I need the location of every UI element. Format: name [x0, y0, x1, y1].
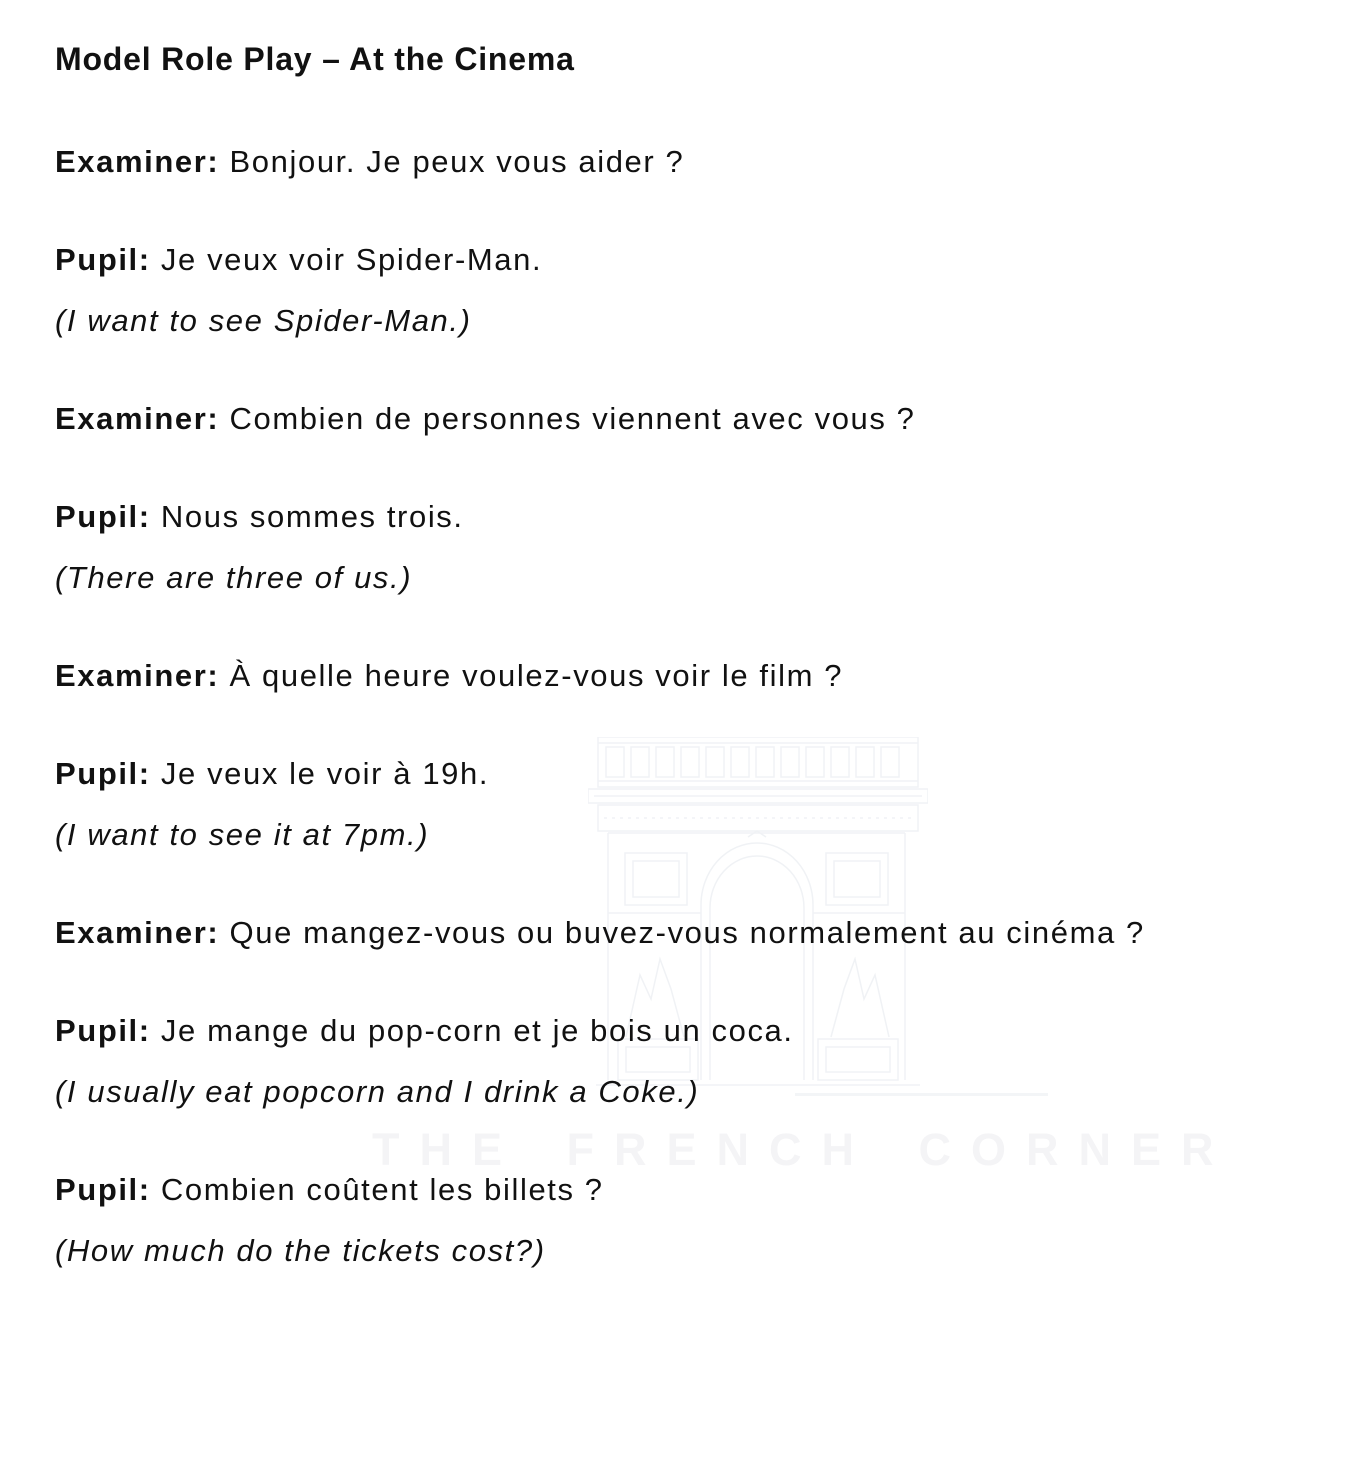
translation-line: (I want to see Spider-Man.) [55, 303, 472, 338]
dialogue-text: Nous sommes trois. [160, 499, 464, 534]
dialogue-block-examiner [55, 902, 1297, 963]
dialogue-text: Je veux le voir à 19h. [160, 756, 490, 791]
dialogue-text: Bonjour. Je peux vous aider ? [229, 144, 685, 179]
translation-line: (How much do the tickets cost?) [55, 1233, 546, 1268]
speaker-label: Examiner: [55, 144, 220, 179]
translation-line: (I usually eat popcorn and I drink a Coke.) [55, 1074, 700, 1109]
dialogue-text: À quelle heure voulez-vous voir le film ? [229, 658, 844, 693]
dialogue-line [55, 486, 1297, 547]
dialogue-line [55, 1000, 1297, 1061]
dialogue-line [55, 902, 1297, 963]
dialogue-line [55, 645, 1297, 706]
dialogue-text: Combien coûtent les billets ? [160, 1172, 604, 1207]
speaker-label: Examiner: [55, 658, 220, 693]
dialogue-block-examiner [55, 131, 1297, 192]
dialogue-block-pupil [55, 229, 1297, 351]
dialogue-line [55, 131, 1297, 192]
dialogue-block-pupil [55, 1000, 1297, 1122]
dialogue-block-pupil [55, 486, 1297, 608]
dialogue-text: Je veux voir Spider-Man. [160, 242, 543, 277]
dialogue-block-examiner [55, 645, 1297, 706]
dialogue-line [55, 229, 1297, 290]
translation-line: (There are three of us.) [55, 560, 413, 595]
dialogue-text: Combien de personnes viennent avec vous ? [229, 401, 916, 436]
page-title: Model Role Play – At the Cinema [55, 41, 575, 77]
dialogue-text: Je mange du pop-corn et je bois un coca. [160, 1013, 794, 1048]
speaker-label: Pupil: [55, 756, 151, 791]
speaker-label: Pupil: [55, 1172, 151, 1207]
dialogue-block-pupil [55, 1159, 1297, 1281]
speaker-label: Pupil: [55, 1013, 151, 1048]
dialogue-block-examiner [55, 388, 1297, 449]
dialogue-line [55, 1159, 1297, 1220]
dialogue-line [55, 388, 1297, 449]
speaker-label: Examiner: [55, 915, 220, 950]
dialogue-text: Que mangez-vous ou buvez-vous normalement au cinéma ? [229, 915, 1145, 950]
speaker-label: Pupil: [55, 499, 151, 534]
watermark-text: THE FRENCH CORNER [372, 1124, 1234, 1175]
dialogue-block-pupil [55, 743, 1297, 865]
speaker-label: Pupil: [55, 242, 151, 277]
translation-line: (I want to see it at 7pm.) [55, 817, 430, 852]
dialogue-line [55, 743, 1297, 804]
speaker-label: Examiner: [55, 401, 220, 436]
